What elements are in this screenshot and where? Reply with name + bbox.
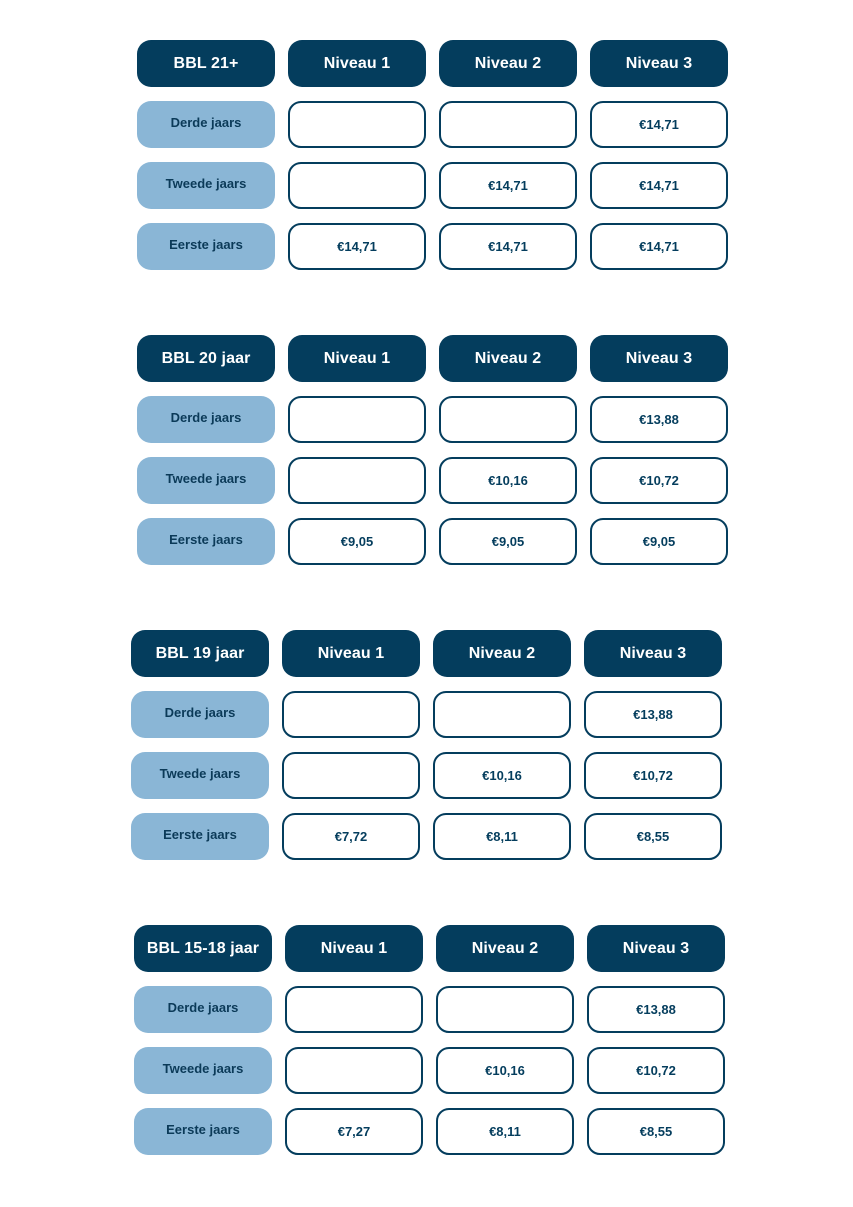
value-cell: €13,88 <box>584 691 722 738</box>
column-header-niveau-2: Niveau 2 <box>436 925 574 972</box>
value-cell: €14,71 <box>590 223 728 270</box>
column-header-niveau-1: Niveau 1 <box>288 40 426 87</box>
value-cell <box>285 986 423 1033</box>
value-cell: €14,71 <box>439 162 577 209</box>
table-row <box>137 162 729 209</box>
table-row <box>137 457 729 504</box>
column-header-niveau-3: Niveau 3 <box>584 630 722 677</box>
value-cell: €10,72 <box>590 457 728 504</box>
value-cell <box>436 986 574 1033</box>
value-cell: €8,55 <box>587 1108 725 1155</box>
column-header-niveau-2: Niveau 2 <box>433 630 571 677</box>
value-cell <box>288 396 426 443</box>
table-title: BBL 21+ <box>137 40 275 87</box>
value-cell: €10,16 <box>436 1047 574 1094</box>
table-row <box>137 518 729 565</box>
value-cell <box>288 457 426 504</box>
wage-table-bbl-20-jaar <box>137 335 729 579</box>
row-label: Eerste jaars <box>137 518 275 565</box>
value-cell: €8,11 <box>436 1108 574 1155</box>
table-header-row <box>137 335 729 382</box>
value-cell: €8,11 <box>433 813 571 860</box>
value-cell: €14,71 <box>288 223 426 270</box>
table-row <box>137 101 729 148</box>
table-title: BBL 20 jaar <box>137 335 275 382</box>
table-title: BBL 15-18 jaar <box>134 925 272 972</box>
value-cell: €7,72 <box>282 813 420 860</box>
table-header-row <box>137 40 729 87</box>
value-cell <box>285 1047 423 1094</box>
column-header-niveau-1: Niveau 1 <box>285 925 423 972</box>
row-label: Derde jaars <box>137 101 275 148</box>
column-header-niveau-3: Niveau 3 <box>590 335 728 382</box>
wage-table-bbl-21-plus <box>137 40 729 284</box>
row-label: Derde jaars <box>137 396 275 443</box>
column-header-niveau-3: Niveau 3 <box>590 40 728 87</box>
row-label: Eerste jaars <box>131 813 269 860</box>
column-header-niveau-1: Niveau 1 <box>288 335 426 382</box>
value-cell: €9,05 <box>288 518 426 565</box>
column-header-niveau-3: Niveau 3 <box>587 925 725 972</box>
value-cell <box>288 162 426 209</box>
table-row <box>134 1047 726 1094</box>
row-label: Tweede jaars <box>131 752 269 799</box>
value-cell: €14,71 <box>590 101 728 148</box>
value-cell: €10,16 <box>433 752 571 799</box>
value-cell <box>439 396 577 443</box>
column-header-niveau-2: Niveau 2 <box>439 335 577 382</box>
value-cell <box>433 691 571 738</box>
value-cell: €10,72 <box>587 1047 725 1094</box>
table-row <box>131 691 723 738</box>
table-row <box>134 986 726 1033</box>
row-label: Eerste jaars <box>137 223 275 270</box>
row-label: Tweede jaars <box>137 457 275 504</box>
value-cell: €13,88 <box>587 986 725 1033</box>
table-header-row <box>131 630 723 677</box>
value-cell: €13,88 <box>590 396 728 443</box>
column-header-niveau-1: Niveau 1 <box>282 630 420 677</box>
row-label: Tweede jaars <box>137 162 275 209</box>
value-cell <box>288 101 426 148</box>
table-header-row <box>134 925 726 972</box>
value-cell <box>282 752 420 799</box>
value-cell: €10,72 <box>584 752 722 799</box>
value-cell: €8,55 <box>584 813 722 860</box>
wage-table-bbl-19-jaar <box>131 630 723 874</box>
value-cell: €14,71 <box>590 162 728 209</box>
table-title: BBL 19 jaar <box>131 630 269 677</box>
table-row <box>131 752 723 799</box>
table-row <box>137 396 729 443</box>
value-cell: €9,05 <box>439 518 577 565</box>
value-cell: €14,71 <box>439 223 577 270</box>
value-cell <box>439 101 577 148</box>
value-cell: €7,27 <box>285 1108 423 1155</box>
column-header-niveau-2: Niveau 2 <box>439 40 577 87</box>
row-label: Eerste jaars <box>134 1108 272 1155</box>
table-row <box>137 223 729 270</box>
value-cell: €9,05 <box>590 518 728 565</box>
row-label: Tweede jaars <box>134 1047 272 1094</box>
table-row <box>134 1108 726 1155</box>
row-label: Derde jaars <box>134 986 272 1033</box>
table-row <box>131 813 723 860</box>
value-cell <box>282 691 420 738</box>
value-cell: €10,16 <box>439 457 577 504</box>
row-label: Derde jaars <box>131 691 269 738</box>
wage-table-bbl-15-18-jaar <box>134 925 726 1169</box>
